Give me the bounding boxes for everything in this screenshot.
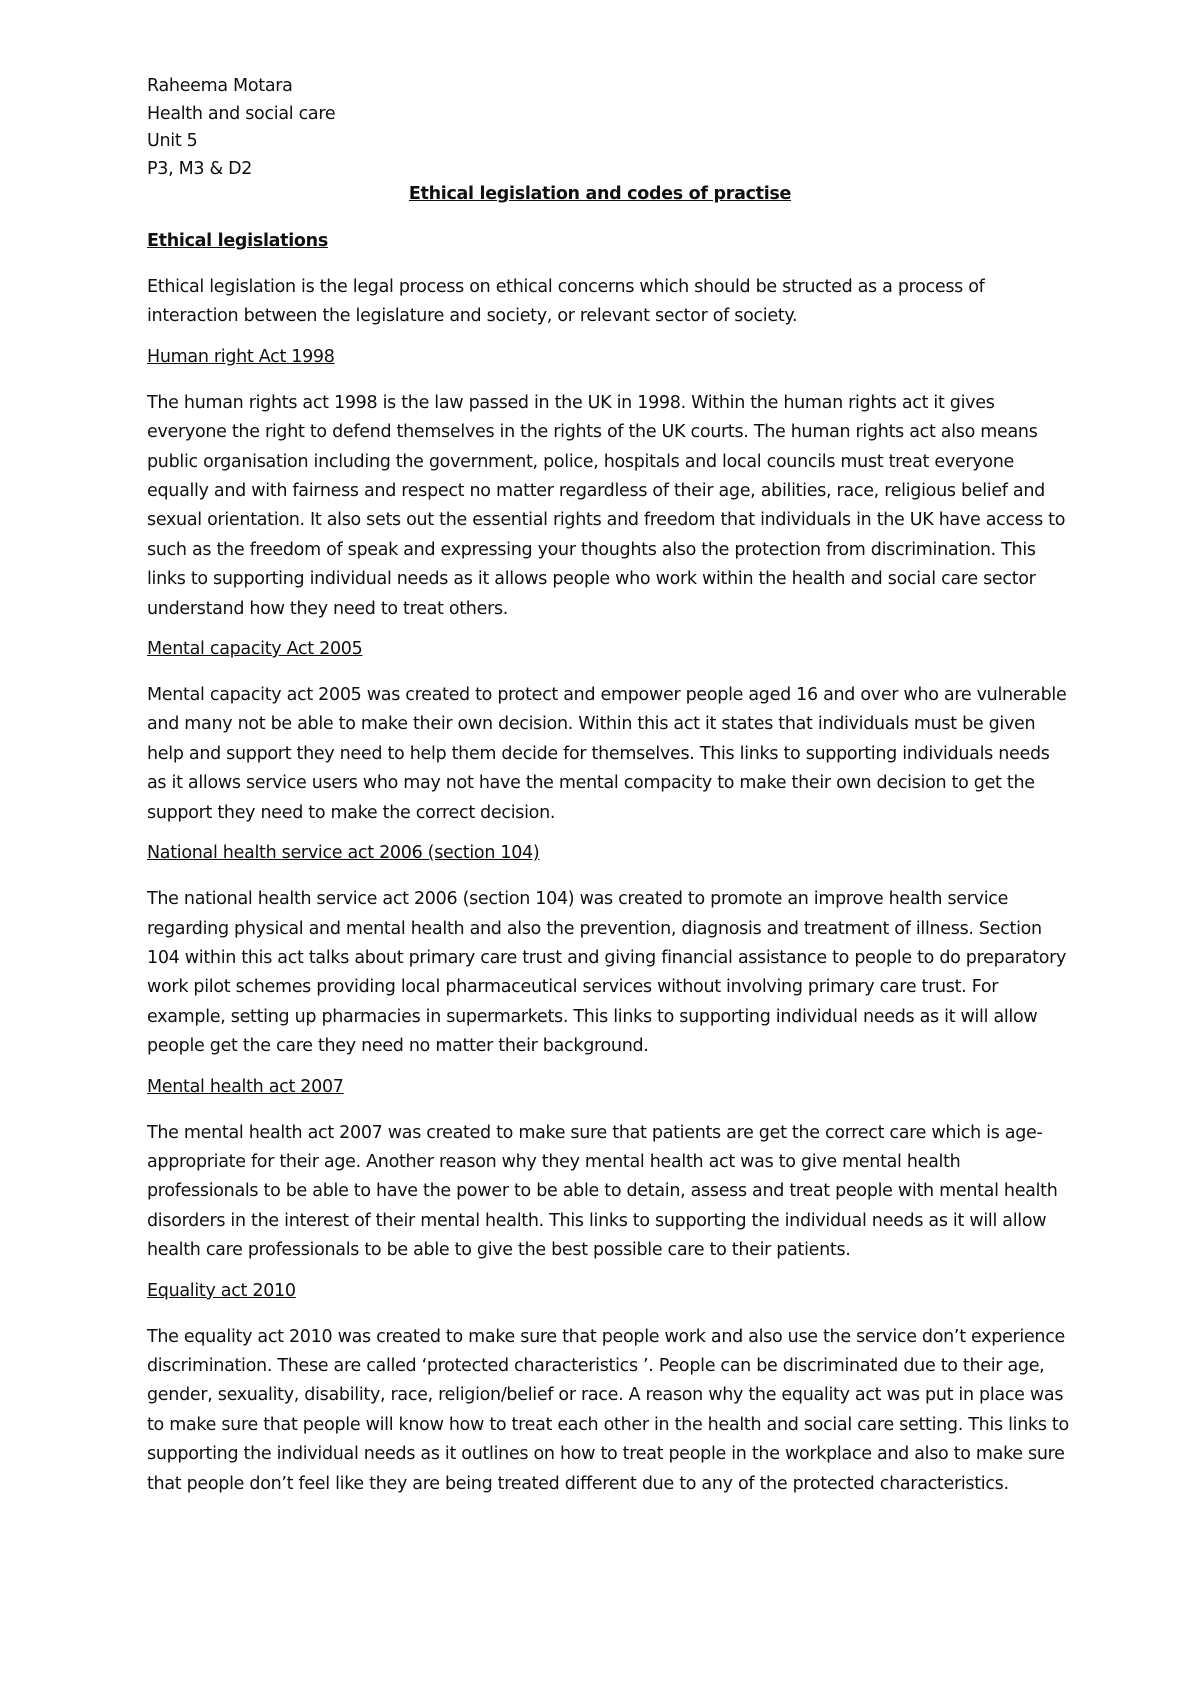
act-body-nhs: The national health service act 2006 (section 104) was created to promote an improve health service regarding physical and mental health and also the prevention, diagnosis and treatment of illness. Section 104 within this act talks about primary care trust and giving financial assistance to people to do preparatory work pilot schemes providing local pharmaceutical services without involving primary care trust. For example, setting up pharmacies in supermarkets. This links to supporting individual needs as it will allow people get the care they need no matter their background. xyxy=(147,889,1067,1057)
section-heading: Ethical legislations xyxy=(147,231,328,251)
grading-criteria: P3, M3 & D2 xyxy=(147,158,253,179)
unit-number: Unit 5 xyxy=(147,131,198,151)
act-body-mental-capacity: Mental capacity act 2005 was created to protect and empower people aged 16 and over who are vulnerable and many not be able to make their own decision. Within this act it states that individuals must be given help and support they need to help them decide for themselves. This links to supporting individuals needs as it allows service users who may not have the mental compacity to make their own decision to get the support they need to make the correct decision. xyxy=(147,685,1067,823)
act-heading-equality: Equality act 2010 xyxy=(147,1280,296,1301)
act-body-equality: The equality act 2010 was created to make sure that people work and also use the service don’t experience discrimination. These are called ‘protected characteristics ’. People can be discriminated due to their age, gender, sexuality, disability, race, religion/belief or race. A reason why the equality act was put in place was to make sure that people will know how to treat each other in the health and social care setting. This links to supporting the individual needs as it outlines on how to treat people in the workplace and also to make sure that people don’t feel like they are being treated different due to any of the protected characteristics. xyxy=(147,1326,1069,1494)
intro-paragraph: Ethical legislation is the legal process on ethical concerns which should be structed as a process of interaction between the legislature and society, or relevant sector of society. xyxy=(147,277,985,327)
document-body xyxy=(147,229,1072,1512)
act-heading-mental-capacity: Mental capacity Act 2005 xyxy=(147,639,363,660)
act-body-human-rights: The human rights act 1998 is the law passed in the UK in 1998. Within the human rights act it gives everyone the right to defend themselves in the rights of the UK courts. The human rights act also means public organisation including the government, police, hospitals and local councils must treat everyone equally and with fairness and respect no matter regardless of their age, abilities, race, religious belief and sexual orientation. It also sets out the essential rights and freedom that individuals in the UK have access to such as the freedom of speak and expressing your thoughts also the protection from discrimination. This links to supporting individual needs as it allows people who work within the health and social care sector understand how they need to treat others. xyxy=(147,392,1066,619)
act-heading-mental-health: Mental health act 2007 xyxy=(147,1076,344,1097)
course-name: Health and social care xyxy=(147,103,336,124)
author-name: Raheema Motara xyxy=(147,76,293,96)
document-header xyxy=(147,73,335,183)
document-title: Ethical legislation and codes of practise xyxy=(408,184,792,204)
act-heading-nhs: National health service act 2006 (section 104) xyxy=(147,843,540,864)
act-heading-human-rights: Human right Act 1998 xyxy=(147,346,335,367)
act-body-mental-health: The mental health act 2007 was created to make sure that patients are get the correct care which is age-appropriate for their age. Another reason why they mental health act was to give mental health professionals to be able to have the power to be able to detain, assess and treat people with mental health disorders in the interest of their mental health. This links to supporting the individual needs as it will allow health care professionals to be able to give the best possible care to their patients. xyxy=(147,1122,1058,1261)
